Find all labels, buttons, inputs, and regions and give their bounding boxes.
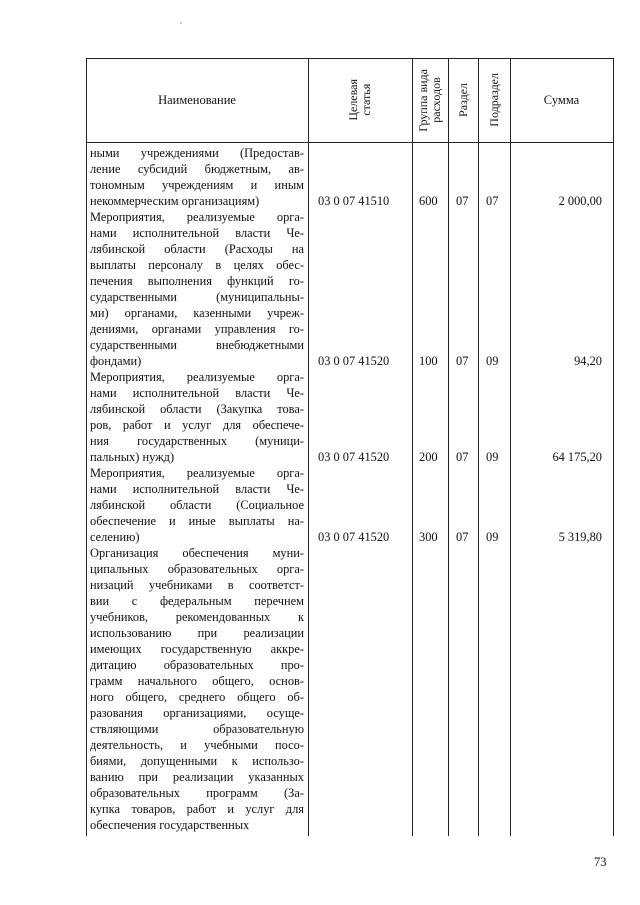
header-group-text: Группа вида расходов xyxy=(416,68,443,132)
table-left-border xyxy=(86,58,87,836)
row-name-line: деятельность, и учебными посо- xyxy=(90,738,304,752)
row-target-code: 03 0 07 41520 xyxy=(318,450,390,464)
row-expense-group: 600 xyxy=(419,194,438,208)
row-name-line: Мероприятия, реализуемые орга- xyxy=(90,210,304,224)
row-section: 07 xyxy=(456,354,469,368)
row-name-line: учебников, рекомендованных к xyxy=(90,610,304,624)
row-section: 07 xyxy=(456,450,469,464)
header-bottom-border xyxy=(86,142,614,143)
row-name-line: ния государственных (муници- xyxy=(90,434,304,448)
row-subsection: 09 xyxy=(486,354,499,368)
row-name-line: ного общего, среднего общего об- xyxy=(90,690,304,704)
row-subsection: 07 xyxy=(486,194,499,208)
row-name-line: грамм начального общего, основ- xyxy=(90,674,304,688)
row-name-line: вии с федеральным перечнем xyxy=(90,594,304,608)
row-name-line: нами исполнительной власти Че- xyxy=(90,482,304,496)
row-name-line: дениями, органами управления го- xyxy=(90,322,304,336)
header-section xyxy=(448,58,478,142)
page-number: 73 xyxy=(594,855,607,869)
row-name xyxy=(90,465,304,545)
row-target-code: 03 0 07 41510 xyxy=(318,194,390,208)
row-name-line: пальных) нужд) xyxy=(90,450,175,464)
row-name xyxy=(90,369,304,465)
row-name-line: лябинской области (Закупка това- xyxy=(90,402,304,416)
row-expense-group: 200 xyxy=(419,450,438,464)
row-name-line: обеспечение и иные выплаты на- xyxy=(90,514,304,528)
header-subsection xyxy=(478,58,510,142)
row-name-line: нами исполнительной власти Че- xyxy=(90,226,304,240)
row-name-line: сударственными (муниципальны- xyxy=(90,290,304,304)
row-name-line: использованию при реализации xyxy=(90,626,304,640)
row-name-line: биями, допущенными к использо- xyxy=(90,754,304,768)
header-section-text: Раздел xyxy=(455,83,470,117)
row-sum: 64 175,20 xyxy=(552,450,602,464)
row-name-line: ными учреждениями (Предостав- xyxy=(90,146,304,160)
header-sum-text: Сумма xyxy=(543,92,580,107)
row-name-line: купка товаров, работ и услуг для xyxy=(90,802,304,816)
row-name-line: образовательных программ (За- xyxy=(90,786,304,800)
row-name-line: лябинской области (Расходы на xyxy=(90,242,304,256)
header-group xyxy=(412,58,448,142)
row-expense-group: 100 xyxy=(419,354,438,368)
row-name-line: выплаты персоналу в целях обес- xyxy=(90,258,304,272)
header-name-text: Наименование xyxy=(158,92,236,107)
row-name-line: селению) xyxy=(90,530,140,544)
row-name-line: Организация обеспечения муни- xyxy=(90,546,304,560)
col-divider-3 xyxy=(448,58,449,836)
scan-speck xyxy=(180,22,182,24)
col-divider-5 xyxy=(510,58,511,836)
table-right-border xyxy=(613,58,614,836)
row-name-line: ципальных образовательных орга- xyxy=(90,562,304,576)
row-name-line: дитацию образовательных про- xyxy=(90,658,304,672)
row-name-line: ми) органами, казенными учреж- xyxy=(90,306,304,320)
row-name-line: лябинской области (Социальное xyxy=(90,498,304,512)
row-name-line: тономным учреждениям и иным xyxy=(90,178,304,192)
budget-table xyxy=(86,58,614,836)
col-divider-4 xyxy=(478,58,479,836)
header-target-text: Целевая статья xyxy=(346,79,373,121)
row-target-code: 03 0 07 41520 xyxy=(318,530,390,544)
row-name xyxy=(90,209,304,369)
row-name xyxy=(90,545,304,833)
row-name-line: сударственными внебюджетными xyxy=(90,338,304,352)
row-name-line: фондами) xyxy=(90,354,142,368)
row-name-line: ров, работ и услуг для обеспече- xyxy=(90,418,304,432)
row-sum: 94,20 xyxy=(574,354,602,368)
row-name-line: ствляющими образовательную xyxy=(90,722,304,736)
row-name-line: нами исполнительной власти Че- xyxy=(90,386,304,400)
row-name-line: некоммерческим организациям) xyxy=(90,194,260,208)
row-name-line: ление субсидий бюджетным, ав- xyxy=(90,162,304,176)
header-sum xyxy=(510,58,613,142)
header-target xyxy=(308,58,412,142)
row-section: 07 xyxy=(456,530,469,544)
row-section: 07 xyxy=(456,194,469,208)
row-name-line: разования организациями, осуще- xyxy=(90,706,304,720)
row-name-line: Мероприятия, реализуемые орга- xyxy=(90,466,304,480)
col-divider-2 xyxy=(412,58,413,836)
row-name-line: Мероприятия, реализуемые орга- xyxy=(90,370,304,384)
row-name-line: ванию при реализации указанных xyxy=(90,770,304,784)
row-name-line: низаций учебниками в соответст- xyxy=(90,578,304,592)
row-expense-group: 300 xyxy=(419,530,438,544)
row-subsection: 09 xyxy=(486,450,499,464)
header-subsection-text: Подраздел xyxy=(486,73,501,127)
row-sum: 5 319,80 xyxy=(558,530,602,544)
header-name xyxy=(86,58,308,142)
row-name-line: обеспечения государственных xyxy=(90,818,250,832)
row-name xyxy=(90,145,304,209)
row-target-code: 03 0 07 41520 xyxy=(318,354,390,368)
row-name-line: имеющих государственную аккре- xyxy=(90,642,304,656)
col-divider-1 xyxy=(308,58,309,836)
row-subsection: 09 xyxy=(486,530,499,544)
row-sum: 2 000,00 xyxy=(558,194,602,208)
row-name-line: печения выполнения функций го- xyxy=(90,274,304,288)
